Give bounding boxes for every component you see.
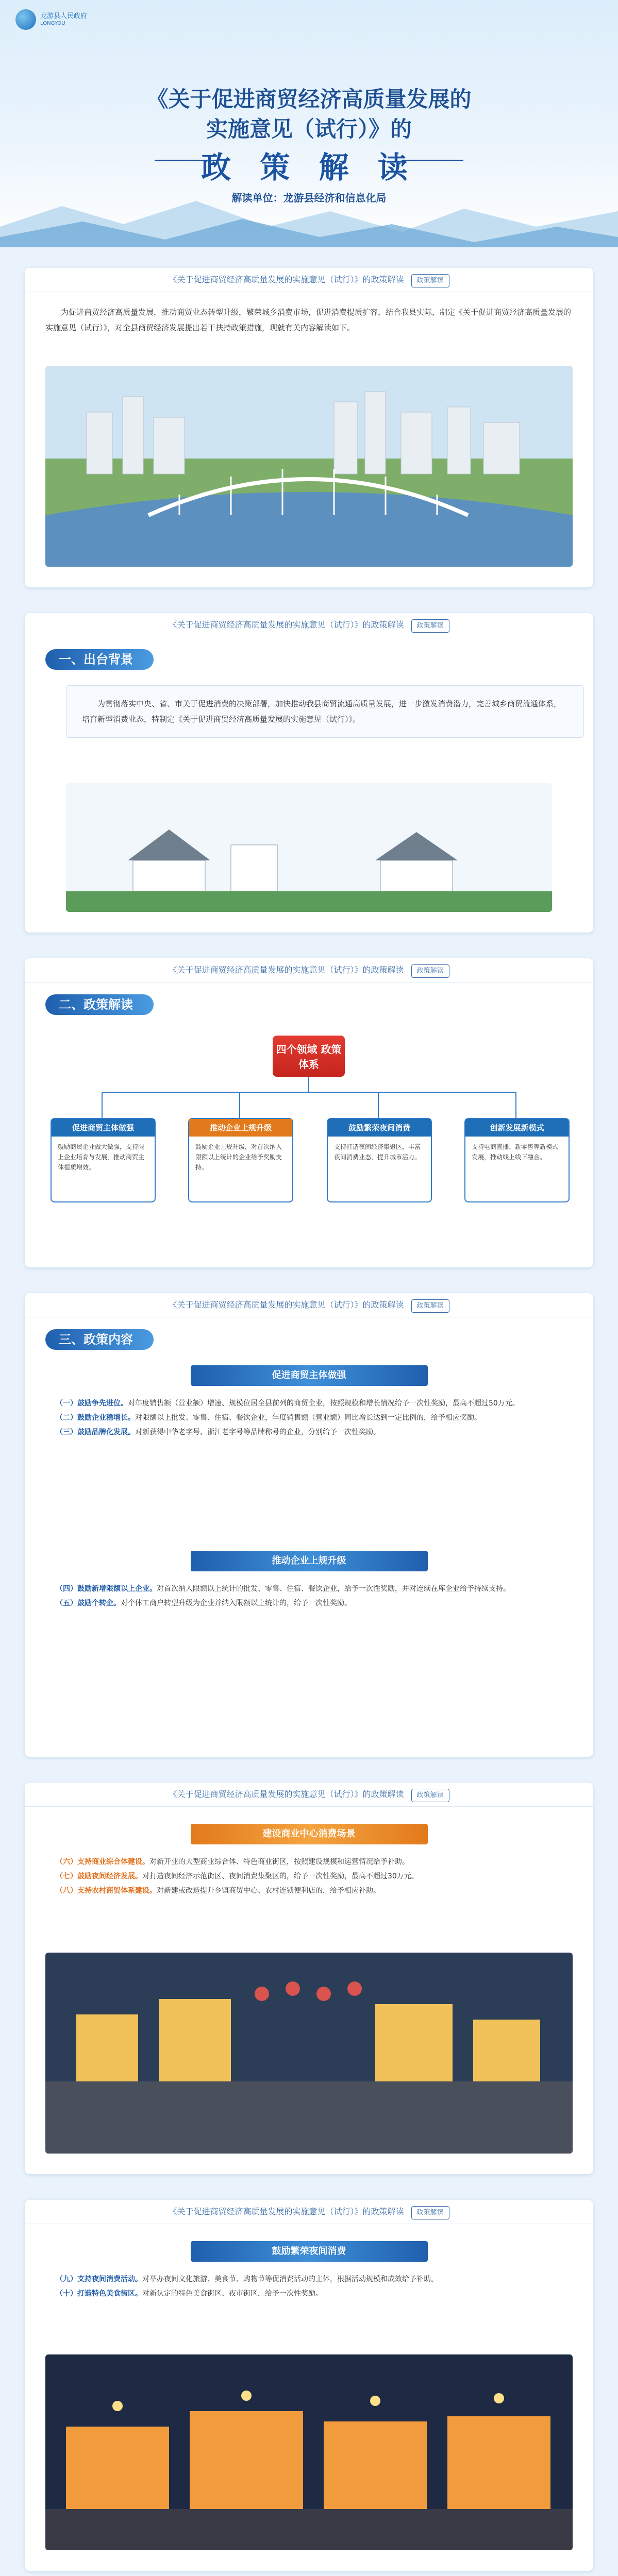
connector-lines — [25, 1077, 593, 1118]
policy-box-body: 鼓励商贸企业做大做强，支持限上企业培育与发展，推动商贸主体提质增效。 — [58, 1143, 145, 1171]
card-header — [25, 958, 593, 982]
policy-item-lead: （三）鼓励品牌化发展。 — [56, 1428, 135, 1436]
section1-badge: 一、出台背景 — [45, 649, 154, 670]
policy-item — [56, 1411, 562, 1425]
card-tag: 政策解读 — [411, 964, 449, 978]
card-header — [25, 1783, 593, 1807]
policy-box-head: 鼓励繁荣夜间消费 — [328, 1119, 431, 1137]
policy-item-lead: （九）支持夜间消费活动。 — [56, 2275, 142, 2283]
policy-item-text: 对新获得中华老字号、浙江老字号等品牌称号的企业，分别给予一次性奖励。 — [135, 1428, 380, 1436]
policy-box-head: 促进商贸主体做强 — [52, 1119, 155, 1137]
policy-boxes — [25, 1118, 593, 1221]
group-title: 促进商贸主体做强 — [191, 1365, 428, 1386]
title-line-3: 政 策 解 读 — [201, 150, 417, 185]
card-header — [25, 1293, 593, 1317]
policy-box — [188, 1118, 293, 1202]
department-label: 解读单位：龙游县经济和信息化局 — [231, 192, 387, 204]
policy-item — [56, 1582, 562, 1596]
policy-box — [51, 1118, 156, 1202]
city-photo — [45, 366, 573, 567]
policy-box-head: 推动企业上规升级 — [189, 1119, 292, 1137]
card-tag: 政策解读 — [411, 1299, 449, 1313]
background-paragraph: 为贯彻落实中央、省、市关于促进消费的决策部署，加快推动我县商贸流通高质量发展，进一步激发消费潜力，完善城乡商贸流通体系，培育新型消费业态，特制定《关于促进商贸经济高质量发展的实施意见（试行）》。 — [82, 699, 562, 724]
policy-item-lead: （八）支持农村商贸体系建设。 — [56, 1887, 157, 1895]
background-card — [25, 613, 593, 933]
policy-item-text: 对新建或改造提升乡镇商贸中心、农村连锁便利店的，给予相应补助。 — [157, 1887, 380, 1895]
policy-box — [464, 1118, 570, 1202]
street-photo — [45, 1953, 573, 2154]
card-tag: 政策解读 — [411, 619, 449, 633]
logo — [15, 9, 87, 30]
policy-box-body: 支持电商直播、新零售等新模式发展，推动线上线下融合。 — [472, 1143, 559, 1161]
policy-system-center: 四个领域 政策体系 — [273, 1036, 345, 1077]
policy-item-lead: （七）鼓励夜间经济发展。 — [56, 1872, 142, 1880]
card-tag: 政策解读 — [411, 1789, 449, 1802]
logo-name: 龙游县人民政府 — [40, 12, 88, 21]
card-header-text: 《关于促进商贸经济高质量发展的实施意见（试行）》的政策解读 — [169, 275, 404, 284]
card-header-text: 《关于促进商贸经济高质量发展的实施意见（试行）》的政策解读 — [169, 620, 404, 630]
card-header — [25, 268, 593, 292]
policy-item — [56, 1855, 562, 1869]
policy-box — [327, 1118, 432, 1202]
policy-item-lead: （一）鼓励争先进位。 — [56, 1399, 128, 1408]
title-line-2: 实施意见（试行）》的 — [206, 116, 412, 142]
section2-badge: 二、政策解读 — [45, 994, 154, 1015]
policy-box-body: 鼓励企业上规升级，对首次纳入限额以上统计的企业给予奖励支持。 — [195, 1143, 282, 1171]
card-tag: 政策解读 — [411, 274, 449, 287]
card-header-text: 《关于促进商贸经济高质量发展的实施意见（试行）》的政策解读 — [169, 1300, 404, 1310]
policy-item — [56, 2286, 562, 2301]
policy-item-text: 对首次纳入限额以上统计的批发、零售、住宿、餐饮企业，给予一次性奖励，并对连续在库企业给予持续支持。 — [157, 1585, 510, 1593]
policy-item-text: 对新开业的大型商业综合体、特色商业街区，按照建设规模和运营情况给予补助。 — [149, 1858, 409, 1866]
group-title: 鼓励繁荣夜间消费 — [191, 2241, 428, 2262]
policy-item-text: 对打造夜间经济示范街区、夜间消费集聚区的，给予一次性奖励，最高不超过30万元。 — [142, 1872, 419, 1880]
intro-card — [25, 268, 593, 587]
title-line-1: 《关于促进商贸经济高质量发展的 — [146, 87, 472, 112]
card-header-text: 《关于促进商贸经济高质量发展的实施意见（试行）》的政策解读 — [169, 2207, 404, 2216]
policy-item-lead: （四）鼓励新增限额以上企业。 — [56, 1585, 157, 1593]
policy-item — [56, 1869, 562, 1884]
card-header-text: 《关于促进商贸经济高质量发展的实施意见（试行）》的政策解读 — [169, 965, 404, 975]
night-market-photo — [45, 2354, 573, 2550]
logo-sub: LONGYOU — [40, 20, 65, 26]
intro-paragraph: 为促进商贸经济高质量发展，推动商贸业态转型升级，繁荣城乡消费市场，促进消费提质扩容，结合我县实际，制定《关于促进商贸经济高质量发展的实施意见（试行）》，对全县商贸经济发展提出若干扶持政策措施，现就有关内容解读如下。 — [45, 308, 572, 332]
policy-item-lead: （六）支持商业综合体建设。 — [56, 1858, 149, 1866]
policy-item-lead: （五）鼓励个转企。 — [56, 1599, 121, 1607]
banner — [0, 0, 618, 247]
card-tag: 政策解读 — [411, 2206, 449, 2219]
policy-item — [56, 1425, 562, 1439]
card-header — [25, 2200, 593, 2224]
policy-item-text: 对限额以上批发、零售、住宿、餐饮企业，年度销售额（营业额）同比增长达到一定比例的，给予相应奖励。 — [135, 1414, 481, 1422]
interpretation-card — [25, 958, 593, 1267]
policy-item-text: 对新认定的特色美食街区、夜市街区，给予一次性奖励。 — [142, 2290, 323, 2298]
policy-item — [56, 1884, 562, 1898]
card-header-text: 《关于促进商贸经济高质量发展的实施意见（试行）》的政策解读 — [169, 1789, 404, 1799]
mountain-illustration — [0, 196, 618, 247]
policy-item-text: 对年度销售额（营业额）增速、规模位居全县前列的商贸企业，按照规模和增长情况给予一次性奖励，最高不超过50万元。 — [128, 1399, 520, 1408]
group-title: 建设商业中心消费场景 — [191, 1824, 428, 1844]
policy-box-body: 支持打造夜间经济集聚区，丰富夜间消费业态，提升城市活力。 — [334, 1143, 421, 1161]
policy-item-lead: （二）鼓励企业稳增长。 — [56, 1414, 135, 1422]
content-card-2 — [25, 1783, 593, 2174]
emblem-icon — [15, 9, 36, 30]
town-illustration — [66, 783, 552, 912]
policy-item — [56, 1596, 562, 1611]
group-title: 推动企业上规升级 — [191, 1551, 428, 1571]
policy-box-head: 创新发展新模式 — [465, 1119, 569, 1137]
policy-item-text: 对个体工商户转型升级为企业并纳入限额以上统计的，给予一次性奖励。 — [121, 1599, 352, 1607]
section3-badge: 三、政策内容 — [45, 1329, 154, 1350]
content-card-1 — [25, 1293, 593, 1757]
content-card-3 — [25, 2200, 593, 2571]
policy-item — [56, 2272, 562, 2286]
card-header — [25, 613, 593, 637]
policy-item — [56, 1396, 562, 1411]
policy-item-lead: （十）打造特色美食街区。 — [56, 2290, 142, 2298]
policy-item-text: 对举办夜间文化旅游、美食节、购物节等促消费活动的主体，根据活动规模和成效给予补助。 — [142, 2275, 438, 2283]
